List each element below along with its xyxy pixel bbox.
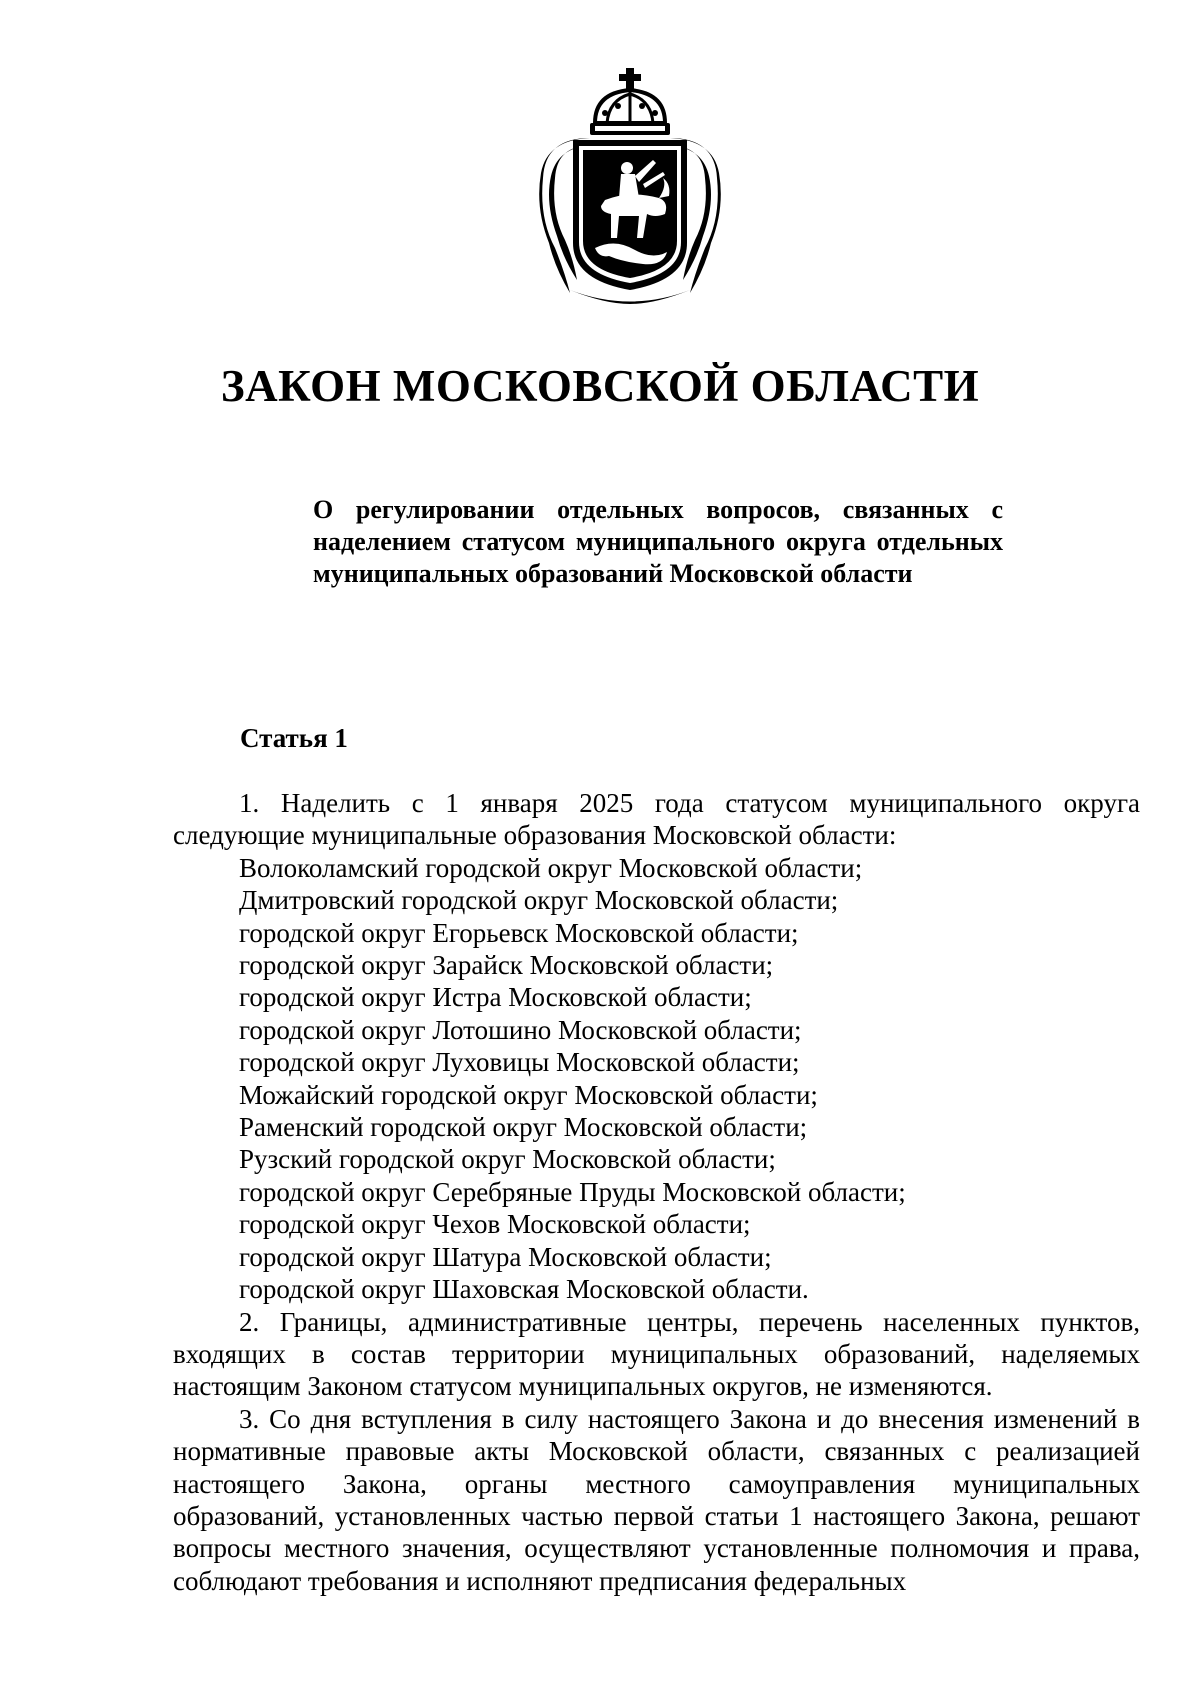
list-item: городской округ Серебряные Пруды Московской области; [239, 1176, 906, 1207]
article-body [173, 787, 1140, 1597]
article-heading: Статья 1 [240, 723, 348, 753]
list-item: Рузский городской округ Московской области; [239, 1144, 776, 1175]
list-item: Волоколамский городской округ Московской области; [239, 852, 863, 883]
paragraph-3: 3. Со дня вступления в силу настоящего Закона и до внесения изменений в нормативные правовые акты Московской области, связанных с реализацией настоящего Закона, органы местного самоуправления муниципальных образований, установленных частью первой статьи 1 настоящего Закона, решают вопросы местного значения, осуществляют установленные полномочия и права, соблюдают требования и исполняют предписания федеральных [173, 1403, 1140, 1596]
list-item: Дмитровский городской округ Московской области; [239, 885, 839, 916]
list-item: городской округ Чехов Московской области; [239, 1209, 751, 1240]
paragraph-1: 1. Наделить с 1 января 2025 года статусом муниципального округа следующие муниципальные образования Московской области: [173, 788, 1140, 851]
list-item: городской округ Шаховская Московской области. [239, 1274, 809, 1305]
municipalities-list [173, 852, 1140, 1306]
list-item: городской округ Истра Московской области; [239, 982, 752, 1013]
list-item: Раменский городской округ Московской области; [239, 1112, 808, 1143]
paragraph-2: 2. Границы, административные центры, перечень населенных пунктов, входящих в состав территории муниципальных образований, наделяемых настоящим Законом статусом муниципальных округов, не изменяются. [173, 1306, 1140, 1402]
list-item: городской округ Луховицы Московской области; [239, 1047, 800, 1078]
list-item: городской округ Егорьевск Московской области; [239, 917, 799, 948]
list-item: Можайский городской округ Московской области; [239, 1079, 818, 1110]
coat-of-arms-emblem [535, 68, 725, 308]
crown-icon [590, 68, 670, 135]
list-item: городской округ Шатура Московской области; [239, 1241, 772, 1272]
list-item: городской округ Зарайск Московской области; [239, 950, 774, 981]
law-subtitle: О регулировании отдельных вопросов, связанных с наделением статусом муниципального округа отдельных муниципальных образований Московской области [313, 495, 1003, 588]
list-item: городской округ Лотошино Московской области; [239, 1014, 802, 1045]
law-title: ЗАКОН МОСКОВСКОЙ ОБЛАСТИ [220, 361, 980, 411]
